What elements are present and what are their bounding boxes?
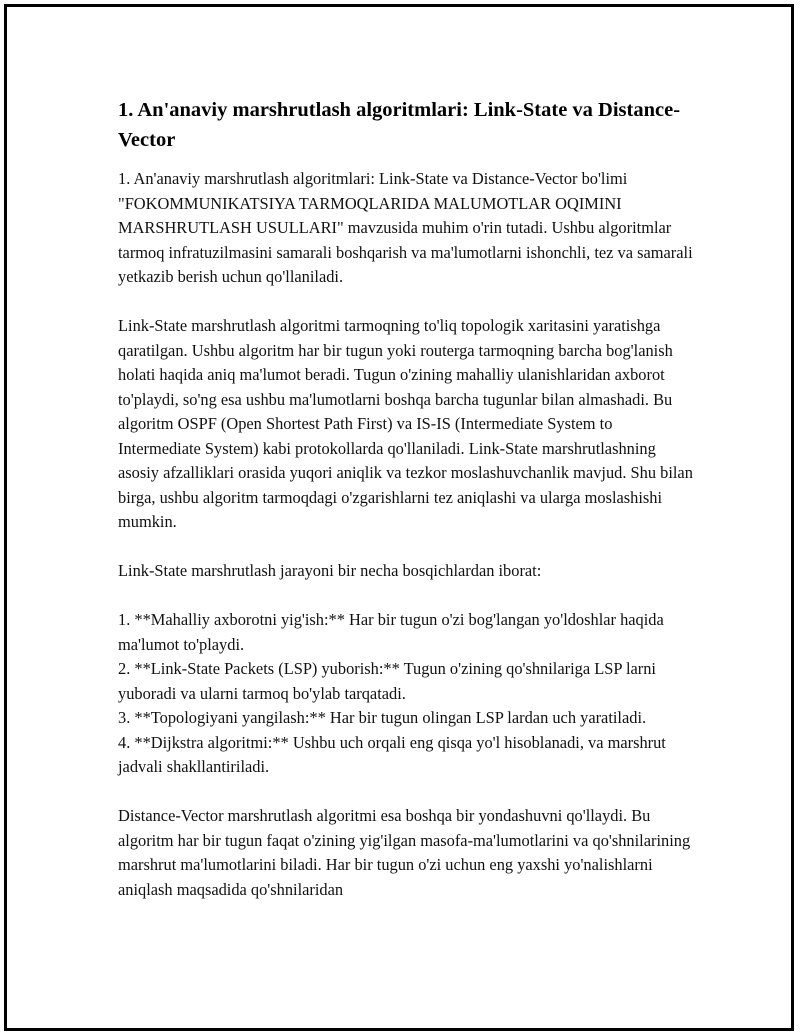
intro-paragraph: 1. An'anaviy marshrutlash algoritmlari: Link-State va Distance-Vector bo'limi "FOKOMMUNIKATSIYA TARMOQLARIDA MALUMOTLAR OQIMINI MARSHRUTLASH USULLARI" mavzusida muhim o'rin tutadi. Ushbu algoritmlar tarmoq infratuzilmasini samarali boshqarish va ma'lumotlarni ishonchli, tez va samarali yetkazib berish uchun qo'llaniladi. (118, 169, 693, 286)
paragraph-gap (118, 535, 698, 560)
step-item-3: 3. **Topologiyani yangilash:** Har bir tugun olingan LSP lardan uch yaratiladi. (118, 708, 647, 727)
step-item-4: 4. **Dijkstra algoritmi:** Ushbu uch orqali eng qisqa yo'l hisoblanadi, va marshrut jadvali shakllantiriladi. (118, 732, 666, 776)
distance-vector-paragraph: Distance-Vector marshrutlash algoritmi esa boshqa bir yondashuvni qo'llaydi. Bu algoritm har bir tugun faqat o'zining yig'ilgan masofa-ma'lumotlarini va qo'shnilarining marshrut ma'lumotlarini biladi. Har bir tugun o'zi uchun eng yaxshi yo'nalishlarni aniqlash maqsadida qo'shnilaridan (118, 806, 691, 899)
step-item-1: 1. **Mahalliy axborotni yig'ish:** Har bir tugun o'zi bog'langan yo'ldoshlar haqida ma'lumot to'playdi. (118, 610, 664, 654)
paragraph-gap (118, 584, 698, 609)
link-state-paragraph: Link-State marshrutlash algoritmi tarmoqning to'liq topologik xaritasini yaratishga qaratilgan. Ushbu algoritm har bir tugun yoki routerga tarmoqning barcha bog'lanish holati haqida aniq ma'lumot beradi. Tugun o'zining mahalliy ulanishlaridan axborot to'playdi, so'ng esa ushbu ma'lumotlarni boshqa barcha tugunlar bilan almashadi. Bu algoritm OSPF (Open Shortest Path First) va IS-IS (Intermediate System to Intermediate System) kabi protokollarda qo'llaniladi. Link-State marshrutlashning asosiy afzalliklari orasida yuqori aniqlik va tezkor moslashuvchanlik mavjud. Shu bilan birga, ushbu algoritm tarmoqdagi o'zgarishlarni tez aniqlashi va ularga moslashishi mumkin. (118, 316, 693, 531)
section-heading: 1. An'anaviy marshrutlash algoritmlari: Link-State va Distance-Vector (118, 99, 681, 151)
steps-intro-paragraph: Link-State marshrutlash jarayoni bir necha bosqichlardan iborat: (118, 561, 542, 580)
paragraph-gap (118, 290, 698, 315)
paragraph-gap (118, 780, 698, 805)
document-body (118, 95, 698, 902)
step-item-2: 2. **Link-State Packets (LSP) yuborish:** Tugun o'zining qo'shnilariga LSP larni yuboradi va ularni tarmoq bo'ylab tarqatadi. (118, 659, 656, 703)
